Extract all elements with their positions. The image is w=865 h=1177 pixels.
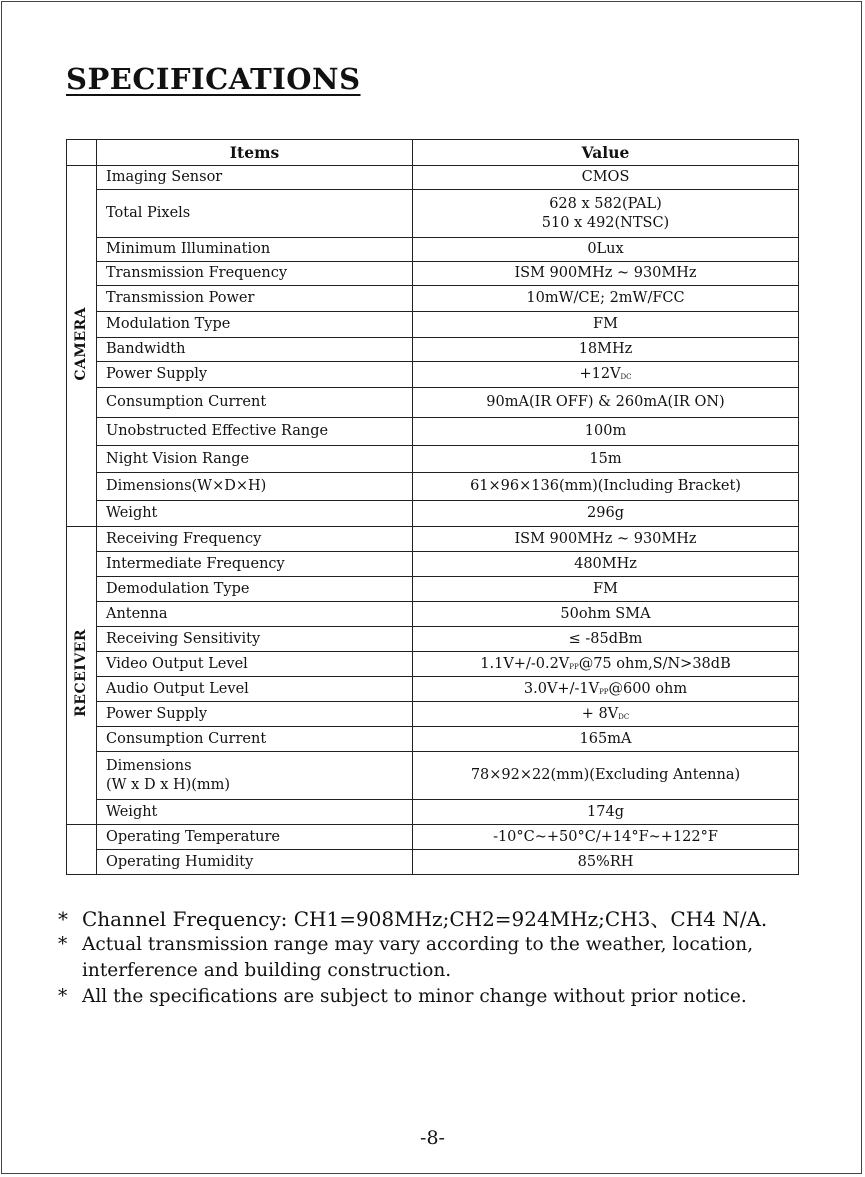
table-row <box>67 850 799 875</box>
item-cell: Power Supply <box>97 702 413 727</box>
header-blank <box>67 140 97 166</box>
table-row <box>67 312 799 338</box>
value-cell: ISM 900MHz ~ 930MHz <box>413 262 799 286</box>
table-row <box>67 501 799 527</box>
value-cell: 61×96×136(mm)(Including Bracket) <box>413 473 799 501</box>
item-cell: Audio Output Level <box>97 677 413 702</box>
value-cell: $+12V_{DC}$ <box>413 362 799 388</box>
table-row <box>67 552 799 577</box>
value-cell: 174g <box>413 800 799 825</box>
value-cell: 15m <box>413 446 799 473</box>
item-cell: Minimum Illumination <box>97 238 413 262</box>
item-cell: Operating Temperature <box>97 825 413 850</box>
item-cell: Unobstructed Effective Range <box>97 418 413 446</box>
table-row <box>67 190 799 238</box>
item-cell: Antenna <box>97 602 413 627</box>
item-cell: Consumption Current <box>97 727 413 752</box>
value-cell: -10°C~+50°C/+14°F~+122°F <box>413 825 799 850</box>
value-cell: 296g <box>413 501 799 527</box>
item-cell: Operating Humidity <box>97 850 413 875</box>
item-cell: Imaging Sensor <box>97 166 413 190</box>
item-cell: Intermediate Frequency <box>97 552 413 577</box>
table-row <box>67 702 799 727</box>
item-cell: Power Supply <box>97 362 413 388</box>
receiver-group-label: RECEIVER <box>67 527 97 825</box>
other-group-blank <box>67 825 97 875</box>
page-title: SPECIFICATIONS <box>66 62 361 96</box>
table-row <box>67 677 799 702</box>
table-header-row <box>67 140 799 166</box>
note-range: * Actual transmission range may vary according to the weather, location, interference and building construction. <box>58 934 754 981</box>
table-row <box>67 652 799 677</box>
note-change: * All the specifications are subject to minor change without prior notice. <box>58 986 747 1007</box>
value-cell: 628 x 582(PAL) 510 x 492(NTSC) <box>413 190 799 238</box>
item-cell: Video Output Level <box>97 652 413 677</box>
table-row <box>67 446 799 473</box>
item-cell: Receiving Sensitivity <box>97 627 413 652</box>
table-row <box>67 238 799 262</box>
value-cell: + $8V_{DC}$ <box>413 702 799 727</box>
table-row <box>67 166 799 190</box>
value-cell: ISM 900MHz ~ 930MHz <box>413 527 799 552</box>
value-cell: 480MHz <box>413 552 799 577</box>
value-cell: 18MHz <box>413 338 799 362</box>
value-cell: FM <box>413 312 799 338</box>
value-cell: 78×92×22(mm)(Excluding Antenna) <box>413 752 799 800</box>
value-cell: 0Lux <box>413 238 799 262</box>
item-cell: Weight <box>97 800 413 825</box>
value-cell: CMOS <box>413 166 799 190</box>
header-items: Items <box>97 140 413 166</box>
footnotes <box>58 906 818 1010</box>
item-cell: Weight <box>97 501 413 527</box>
item-cell: Consumption Current <box>97 388 413 418</box>
table-row <box>67 752 799 800</box>
item-cell: Total Pixels <box>97 190 413 238</box>
note-channel: * Channel Frequency: CH1=908MHz;CH2=924MHz;CH3、CH4 N/A. <box>58 907 768 931</box>
table-row <box>67 473 799 501</box>
item-cell: Dimensions(W×D×H) <box>97 473 413 501</box>
value-cell: 90mA(IR OFF) & 260mA(IR ON) <box>413 388 799 418</box>
table-row <box>67 627 799 652</box>
value-cell: 165mA <box>413 727 799 752</box>
item-cell: Transmission Frequency <box>97 262 413 286</box>
header-value: Value <box>413 140 799 166</box>
table-row <box>67 825 799 850</box>
value-cell: $3.0V+/-1V_{PP}@600$ ohm <box>413 677 799 702</box>
table-row <box>67 577 799 602</box>
value-cell: 100m <box>413 418 799 446</box>
item-cell: Demodulation Type <box>97 577 413 602</box>
item-cell: Receiving Frequency <box>97 527 413 552</box>
item-cell: Dimensions (W x D x H)(mm) <box>97 752 413 800</box>
table-row <box>67 727 799 752</box>
value-cell: ≤ -85dBm <box>413 627 799 652</box>
item-cell: Night Vision Range <box>97 446 413 473</box>
table-row <box>67 418 799 446</box>
item-cell: Transmission Power <box>97 286 413 312</box>
spec-table <box>66 139 799 875</box>
item-cell: Bandwidth <box>97 338 413 362</box>
page-number: -8- <box>420 1127 445 1149</box>
table-row <box>67 338 799 362</box>
table-row <box>67 602 799 627</box>
value-cell: 10mW/CE; 2mW/FCC <box>413 286 799 312</box>
table-row <box>67 262 799 286</box>
table-row <box>67 388 799 418</box>
value-cell: $1.1V+/-0.2V_{PP}@75$ ohm,S/N>38dB <box>413 652 799 677</box>
value-cell: FM <box>413 577 799 602</box>
item-cell: Modulation Type <box>97 312 413 338</box>
value-cell: 85%RH <box>413 850 799 875</box>
table-row <box>67 286 799 312</box>
table-row <box>67 527 799 552</box>
value-cell: 50ohm SMA <box>413 602 799 627</box>
table-row <box>67 800 799 825</box>
table-row <box>67 362 799 388</box>
camera-group-label: CAMERA <box>67 166 97 527</box>
